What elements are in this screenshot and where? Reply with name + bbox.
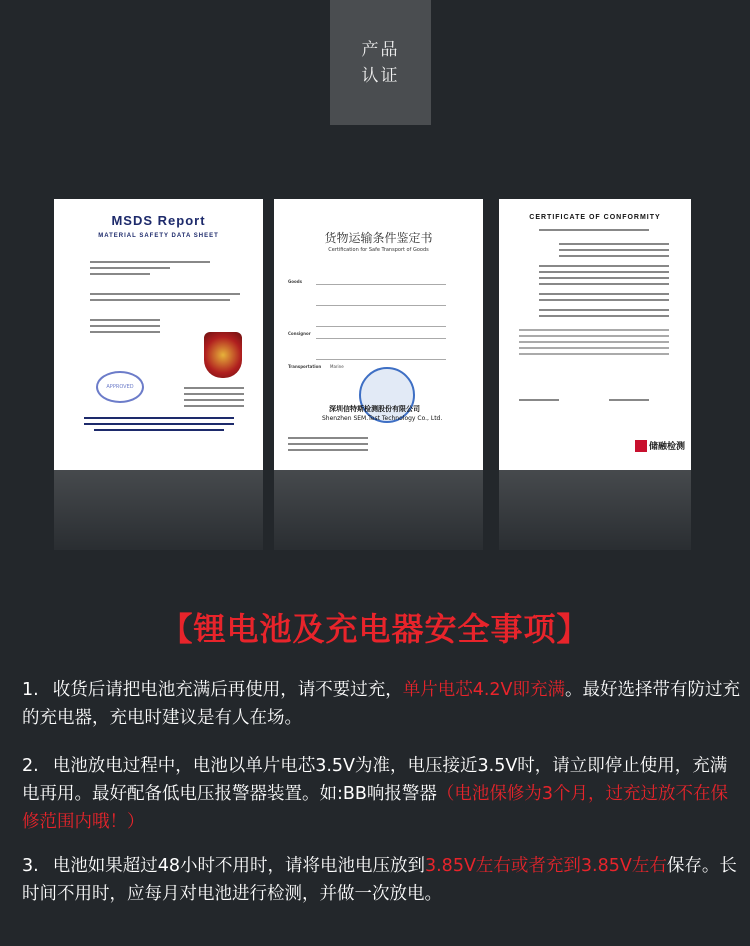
text-line [519, 329, 669, 331]
item-number: 2. [22, 756, 39, 776]
safety-item-1 [22, 676, 742, 732]
text-line [90, 331, 160, 333]
approved-seal: APPROVED [96, 371, 144, 403]
text-line [90, 267, 170, 269]
field-line [316, 325, 446, 339]
text-line [539, 229, 649, 231]
safety-item-3 [22, 852, 742, 908]
msds-subtitle: MATERIAL SAFETY DATA SHEET [98, 233, 219, 239]
text-line [539, 293, 669, 295]
signature-line [609, 399, 649, 401]
text-line [90, 293, 240, 295]
item-text: 电池放电过程中，电池以单片电芯3.5V为准，电压接近3.5V时，请立即停止使用，充满电再用。最好配备低电压报警器装置。如:BB响报警器 [22, 756, 728, 804]
field-line [316, 292, 446, 306]
product-certification-tab[interactable] [330, 0, 431, 125]
text-line [90, 319, 160, 321]
consignor-label: Consignor [288, 331, 311, 336]
msds-reflection [54, 470, 263, 550]
text-line [288, 437, 368, 439]
text-line [539, 271, 669, 273]
text-line [539, 309, 669, 311]
logo-icon [635, 440, 647, 452]
text-line [519, 341, 669, 343]
text-line [559, 249, 669, 251]
text-line [519, 353, 669, 355]
text-line [539, 299, 669, 301]
conformity-certificate-image [499, 199, 691, 470]
text-line [539, 315, 669, 317]
field-line [316, 346, 446, 360]
item-highlight: 单片电芯4.2V即充满 [402, 680, 566, 700]
testing-logo: 储融检测 [635, 439, 685, 453]
text-line [84, 423, 234, 425]
text-line [539, 283, 669, 285]
text-line [84, 417, 234, 419]
text-line [184, 405, 244, 407]
text-line [288, 449, 368, 451]
company-name-cn: 深圳信特斯检测股份有限公司 [329, 405, 420, 413]
goods-label: Goods [288, 279, 303, 284]
transport-certificate-image [274, 199, 483, 470]
item-number: 3. [22, 856, 39, 876]
text-line [90, 261, 210, 263]
text-line [559, 243, 669, 245]
conformity-title: CERTIFICATE OF CONFORMITY [529, 214, 661, 221]
transport-subtitle: Certification for Safe Transport of Goods [328, 247, 429, 253]
text-line [94, 429, 224, 431]
item-text: 电池如果超过48小时不用时，请将电池电压放到 [52, 856, 425, 876]
transport-reflection [274, 470, 483, 550]
certification-badge [204, 332, 242, 378]
text-line [90, 299, 230, 301]
item-text-after: 。最好选择带有防过充的充电器，充电时建议是有人在场。 [22, 680, 741, 728]
text-line [184, 387, 244, 389]
company-name-en: Shenzhen SEM.Test Technology Co., Ltd. [322, 415, 443, 422]
field-line [316, 271, 446, 285]
transportation-label: Transportation [288, 364, 322, 369]
safety-headline: 【锂电池及充电器安全事项】 [160, 610, 590, 648]
item-highlight: 3.85V左右或者充到3.85V左右 [424, 856, 667, 876]
text-line [90, 273, 150, 275]
safety-item-2 [22, 752, 742, 836]
text-line [539, 265, 669, 267]
text-line [288, 443, 368, 445]
text-line [184, 393, 244, 395]
msds-title: MSDS Report [111, 213, 206, 228]
text-line [559, 255, 669, 257]
text-line [539, 277, 669, 279]
item-text: 收货后请把电池充满后再使用，请不要过充， [52, 680, 403, 700]
text-line [519, 335, 669, 337]
tab-label-line2: 认证 [361, 65, 400, 86]
tab-label-line1: 产品 [361, 39, 400, 60]
signature-line [519, 399, 559, 401]
conformity-reflection [499, 470, 691, 550]
item-text-after: 保存。长时间不用时，应每月对电池进行检测，并做一次放电。 [22, 856, 737, 904]
transport-title: 货物运输条件鉴定书 [324, 231, 433, 245]
msds-report-image [54, 199, 263, 470]
text-line [90, 325, 160, 327]
item-highlight: （电池保修为3个月，过充过放不在保修范围内哦！） [22, 784, 729, 832]
text-line [519, 347, 669, 349]
item-number: 1. [22, 680, 39, 700]
text-line [184, 399, 244, 401]
transportation-value: Marine [330, 364, 344, 369]
